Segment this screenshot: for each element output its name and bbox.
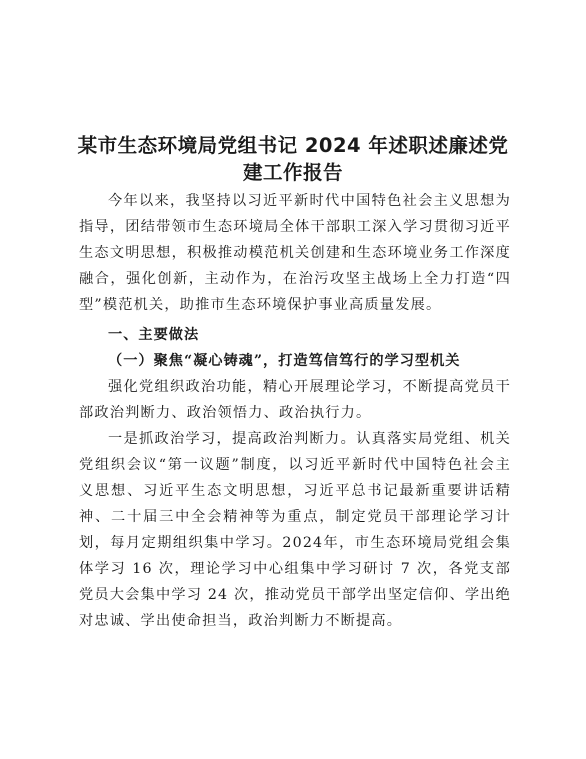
section-heading: 一、主要做法 — [108, 327, 200, 343]
point-one-paragraph: 一是抓政治学习，提高政治判断力。认真落实局党组、机关党组织会议“第一议题”制度，以习近平新时代中国特色社会主义思想、习近平生态文明思想，习近平总书记最新重要讲话精神、二十届三中全会精神等为重点，制定党员干部理论学习计划，每月定期组织集中学习。2024年，市生态环境局党组会集体学习 16 次，理论学习中心组集中学习研讨 7 次，各党支部党员大会集中学习 24 次，推动党员干部学出坚定信仰、学出绝对忠诚、学出使命担当，政治判断力不断提高。 — [79, 431, 511, 629]
subsection-heading: （一）聚焦“凝心铸魂”，打造笃信笃行的学习型机关 — [108, 353, 461, 369]
document-title: 某市生态环境局党组书记 2024 年述职述廉述党建工作报告 — [77, 134, 509, 184]
intro-paragraph: 今年以来，我坚持以习近平新时代中国特色社会主义思想为指导，团结带领市生态环境局全体干部职工深入学习贯彻习近平生态文明思想，积极推动模范机关创建和生态环境业务工作深度融合，强化创新，主动作为，在治污攻坚主战场上全力打造“四型”模范机关，助推市生态环境保护事业高质量发展。 — [79, 193, 511, 313]
subsection-intro-paragraph: 强化党组织政治功能，精心开展理论学习，不断提高党员干部政治判断力、政治领悟力、政治执行力。 — [79, 379, 511, 421]
